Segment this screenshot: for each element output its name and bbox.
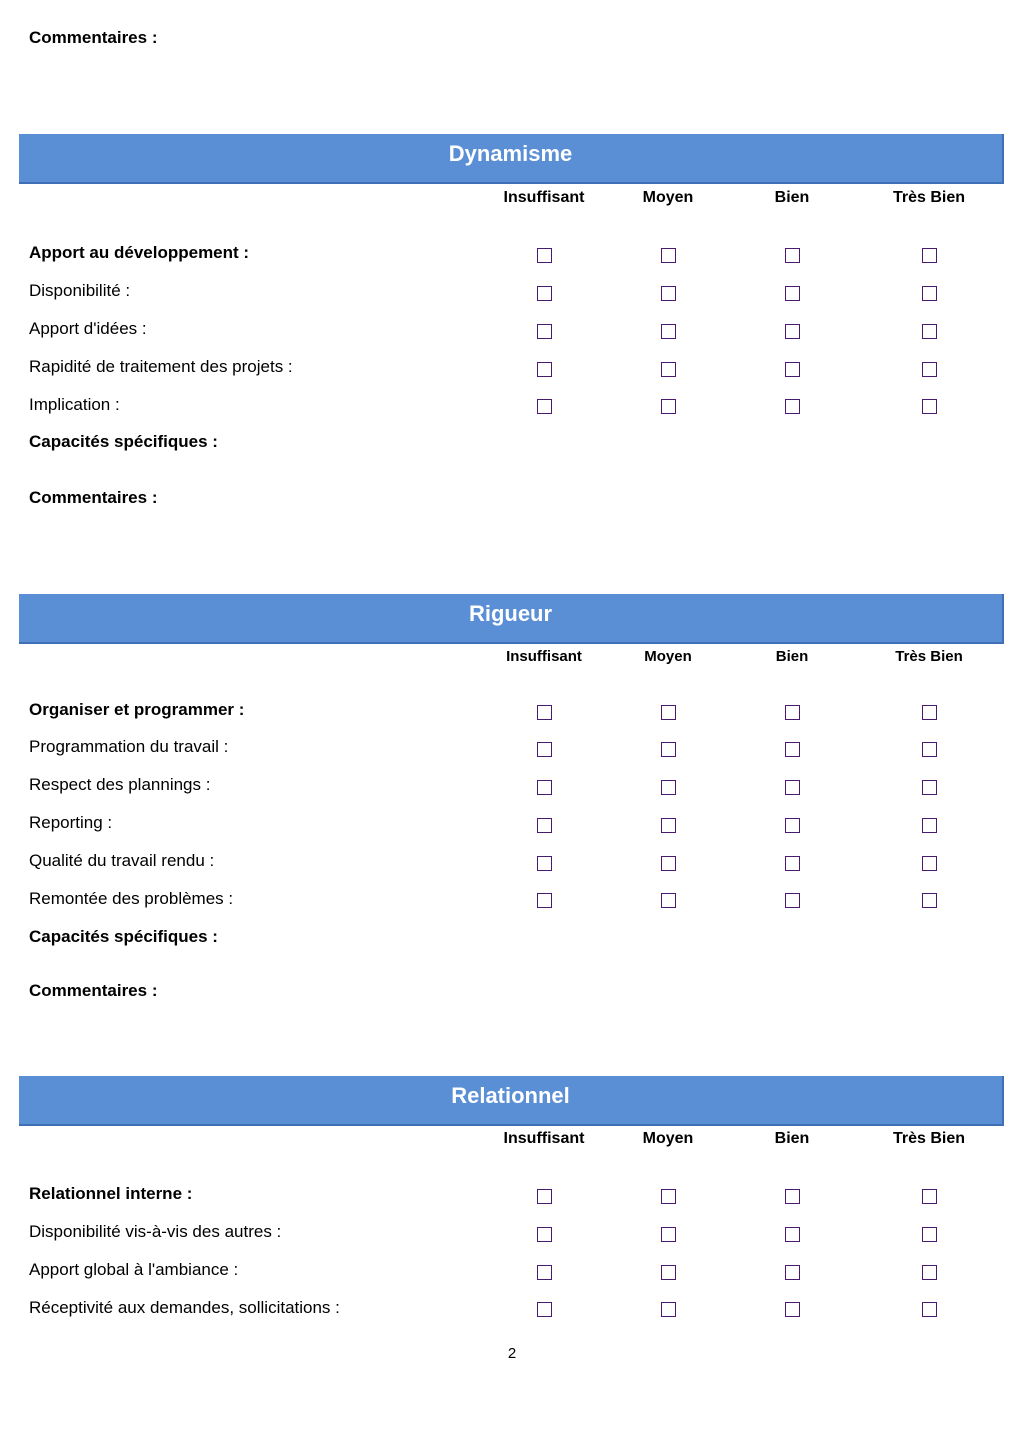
specific-capacities-label: Capacités spécifiques : [29,927,218,946]
section-banner-rigueur [19,594,1004,644]
col-bien: Bien [775,648,809,665]
row-label: Relationnel interne : [29,1184,193,1203]
col-moyen: Moyen [642,1130,694,1147]
row-label: Programmation du travail : [29,737,229,756]
checkbox-bien[interactable] [785,893,800,908]
checkbox-moyen[interactable] [661,1265,676,1280]
checkbox-insuffisant[interactable] [537,705,552,720]
checkbox-insuffisant[interactable] [537,362,552,377]
checkbox-insuffisant[interactable] [537,893,552,908]
checkbox-tres-bien[interactable] [922,780,937,795]
checkbox-moyen[interactable] [661,818,676,833]
section-title: Relationnel [451,1083,570,1108]
col-tres-bien: Très Bien [895,648,963,665]
checkbox-moyen[interactable] [661,362,676,377]
checkbox-insuffisant[interactable] [537,856,552,871]
checkbox-insuffisant[interactable] [537,248,552,263]
col-insuffisant: Insuffisant [503,1130,585,1147]
col-moyen: Moyen [642,189,694,206]
checkbox-tres-bien[interactable] [922,856,937,871]
checkbox-moyen[interactable] [661,780,676,795]
checkbox-bien[interactable] [785,248,800,263]
page-number: 2 [507,1345,517,1362]
row-label: Remontée des problèmes : [29,889,234,908]
checkbox-bien[interactable] [785,856,800,871]
checkbox-moyen[interactable] [661,1227,676,1242]
checkbox-insuffisant[interactable] [537,286,552,301]
checkbox-bien[interactable] [785,1302,800,1317]
checkbox-insuffisant[interactable] [537,818,552,833]
checkbox-insuffisant[interactable] [537,1302,552,1317]
row-label: Respect des plannings : [29,775,211,794]
checkbox-tres-bien[interactable] [922,1265,937,1280]
checkbox-bien[interactable] [785,1189,800,1204]
checkbox-moyen[interactable] [661,856,676,871]
checkbox-bien[interactable] [785,362,800,377]
checkbox-moyen[interactable] [661,324,676,339]
comments-label: Commentaires : [29,488,158,507]
row-label: Implication : [29,395,120,414]
section-title: Rigueur [468,601,553,626]
row-label: Réceptivité aux demandes, sollicitations : [29,1298,340,1317]
checkbox-insuffisant[interactable] [537,399,552,414]
checkbox-tres-bien[interactable] [922,324,937,339]
comments-label: Commentaires : [29,981,158,1000]
row-label: Rapidité de traitement des projets : [29,357,293,376]
col-bien: Bien [774,189,810,206]
checkbox-insuffisant[interactable] [537,1189,552,1204]
checkbox-bien[interactable] [785,742,800,757]
checkbox-bien[interactable] [785,1265,800,1280]
checkbox-tres-bien[interactable] [922,818,937,833]
checkbox-tres-bien[interactable] [922,893,937,908]
col-moyen: Moyen [644,648,692,665]
checkbox-bien[interactable] [785,1227,800,1242]
checkbox-tres-bien[interactable] [922,1302,937,1317]
col-insuffisant: Insuffisant [506,648,582,665]
top-comments-label: Commentaires : [29,28,158,47]
section-banner-dynamisme [19,134,1004,184]
checkbox-moyen[interactable] [661,705,676,720]
row-label: Qualité du travail rendu : [29,851,215,870]
checkbox-moyen[interactable] [661,742,676,757]
checkbox-insuffisant[interactable] [537,1227,552,1242]
row-label: Organiser et programmer : [29,700,245,719]
row-label: Reporting : [29,813,113,832]
row-label: Disponibilité vis-à-vis des autres : [29,1222,282,1241]
section-title: Dynamisme [448,141,573,166]
checkbox-tres-bien[interactable] [922,1227,937,1242]
checkbox-moyen[interactable] [661,248,676,263]
col-bien: Bien [774,1130,810,1147]
section-banner-relationnel [19,1076,1004,1126]
checkbox-tres-bien[interactable] [922,1189,937,1204]
checkbox-moyen[interactable] [661,1302,676,1317]
row-label: Disponibilité : [29,281,131,300]
checkbox-bien[interactable] [785,780,800,795]
checkbox-bien[interactable] [785,286,800,301]
checkbox-insuffisant[interactable] [537,324,552,339]
checkbox-insuffisant[interactable] [537,780,552,795]
checkbox-moyen[interactable] [661,893,676,908]
col-insuffisant: Insuffisant [503,189,585,206]
checkbox-bien[interactable] [785,705,800,720]
row-label: Apport global à l'ambiance : [29,1260,239,1279]
checkbox-tres-bien[interactable] [922,399,937,414]
checkbox-tres-bien[interactable] [922,705,937,720]
checkbox-moyen[interactable] [661,286,676,301]
checkbox-insuffisant[interactable] [537,742,552,757]
checkbox-bien[interactable] [785,324,800,339]
row-label: Apport au développement : [29,243,250,262]
row-label: Apport d'idées : [29,319,147,338]
checkbox-moyen[interactable] [661,399,676,414]
checkbox-tres-bien[interactable] [922,742,937,757]
checkbox-moyen[interactable] [661,1189,676,1204]
checkbox-insuffisant[interactable] [537,1265,552,1280]
checkbox-tres-bien[interactable] [922,248,937,263]
col-tres-bien: Très Bien [892,189,966,206]
specific-capacities-label: Capacités spécifiques : [29,432,218,451]
checkbox-tres-bien[interactable] [922,286,937,301]
col-tres-bien: Très Bien [892,1130,966,1147]
checkbox-bien[interactable] [785,818,800,833]
checkbox-tres-bien[interactable] [922,362,937,377]
checkbox-bien[interactable] [785,399,800,414]
